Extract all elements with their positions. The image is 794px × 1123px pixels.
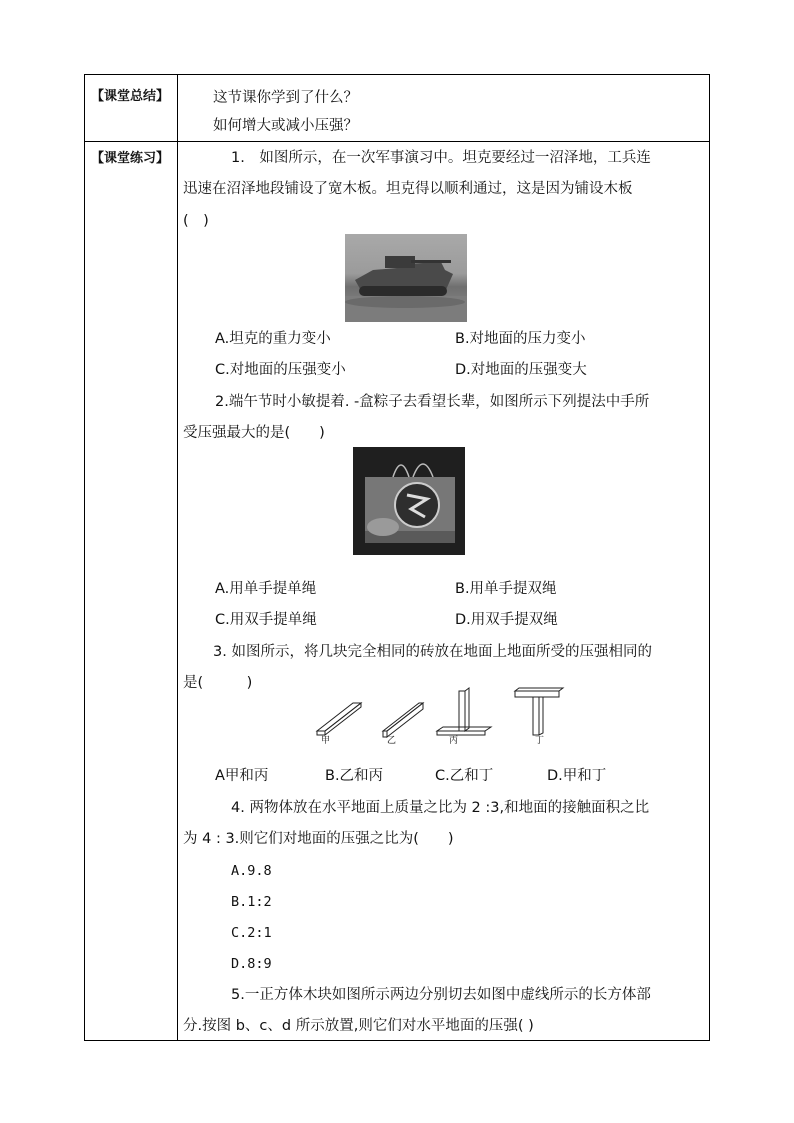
q2-option-d: D.用双手提双绳 xyxy=(455,612,558,628)
q4-option-a: A.9.8 xyxy=(231,863,272,879)
summary-label: 【课堂总结】 xyxy=(91,89,170,104)
zongzi-box-photo xyxy=(353,447,465,555)
q1-option-b: B.对地面的压力变小 xyxy=(455,331,586,347)
column-divider xyxy=(177,75,178,1040)
row-divider xyxy=(85,141,709,142)
q2-option-a: A.用单手提单绳 xyxy=(215,581,317,597)
q3-option-c: C.乙和丁 xyxy=(435,768,494,784)
q1-line3: ( ) xyxy=(183,213,209,229)
summary-question-2: 如何增大或减小压强？ xyxy=(213,118,358,134)
q3-option-b: B.乙和丙 xyxy=(325,768,384,784)
q1-line1: 1. 如图所示，在一次军事演习中。坦克要经过一沼泽地，工兵连 xyxy=(231,150,651,166)
figure-label-bing: 丙 xyxy=(449,736,459,746)
q1-option-d: D.对地面的压强变大 xyxy=(455,362,587,378)
q2-line2: 受压强最大的是( ) xyxy=(183,425,325,441)
practice-label: 【课堂练习】 xyxy=(91,151,170,166)
q1-line2: 迅速在沼泽地段铺设了宽木板。坦克得以顺利通过，这是因为铺设木板 xyxy=(183,181,633,197)
brick-bing xyxy=(437,688,491,735)
lesson-table xyxy=(84,74,710,1041)
tank-photo xyxy=(345,234,467,322)
bricks-figure xyxy=(313,687,573,751)
brick-yi xyxy=(383,703,423,737)
figure-label-ding: 丁 xyxy=(535,736,545,746)
summary-question-1: 这节课你学到了什么？ xyxy=(213,90,358,106)
gift-box-image xyxy=(353,447,465,555)
q3-line2: 是( ) xyxy=(183,675,253,691)
q3-option-a: A甲和丙 xyxy=(215,768,269,784)
q1-option-c: C.对地面的压强变小 xyxy=(215,362,346,378)
q4-line2: 为 4 : 3.则它们对地面的压强之比为( ) xyxy=(183,831,454,847)
brick-jia xyxy=(317,703,361,735)
figure-label-jia: 甲 xyxy=(321,736,331,746)
q2-option-c: C.用双手提单绳 xyxy=(215,612,317,628)
q5-line2: 分.按图 b、c、d 所示放置,则它们对水平地面的压强( ) xyxy=(183,1018,534,1034)
q4-option-c: C.2:1 xyxy=(231,925,272,941)
q3-line1: 3. 如图所示，将几块完全相同的砖放在地面上地面所受的压强相同的 xyxy=(213,644,652,660)
q2-line1: 2.端午节时小敏提着. -盒粽子去看望长辈，如图所示下列提法中手所 xyxy=(215,394,650,410)
q2-option-b: B.用单手提双绳 xyxy=(455,581,557,597)
q4-line1: 4. 两物体放在水平地面上质量之比为 2 :3,和地面的接触面积之比 xyxy=(231,800,650,816)
q4-option-d: D.8:9 xyxy=(231,956,272,972)
brick-ding xyxy=(515,688,563,735)
q4-option-b: B.1:2 xyxy=(231,894,272,910)
tank-image xyxy=(345,234,467,322)
figure-label-yi: 乙 xyxy=(387,736,397,746)
q5-line1: 5.一正方体木块如图所示两边分别切去如图中虚线所示的长方体部 xyxy=(231,987,651,1003)
q3-option-d: D.甲和丁 xyxy=(547,768,607,784)
q1-option-a: A.坦克的重力变小 xyxy=(215,331,331,347)
